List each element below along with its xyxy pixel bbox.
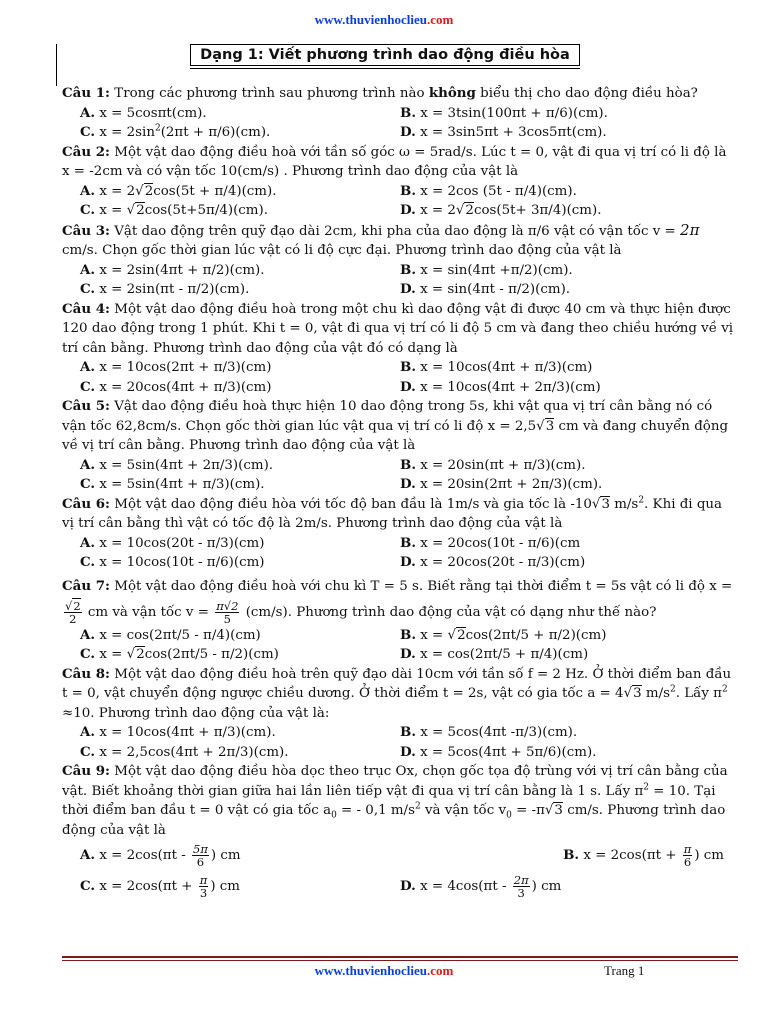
options-9-row1 [62, 840, 738, 871]
option-b[interactable]: B. x = 10cos(4πt + π/3)(cm) [400, 359, 593, 375]
footer-rule-thin [62, 960, 738, 961]
footer-rule [62, 956, 738, 958]
option-d[interactable]: D. x = 4cos(πt - $\frac{2\pi}{3}$ ) cm [400, 873, 562, 900]
options-4 [62, 358, 738, 397]
option-a[interactable]: A. x = cos(2πt/5 - π/4)(cm) [80, 626, 261, 643]
option-a[interactable]: A. x = 10cos(2πt + π/3)(cm) [80, 359, 272, 375]
option-c[interactable]: C. $x = 2\sin^2(2\pi t + \pi/6)(cm)$. [80, 123, 271, 140]
options-5 [62, 456, 738, 495]
options-2 [62, 182, 738, 221]
question-1 [62, 84, 738, 104]
question-2 [62, 143, 738, 182]
option-a[interactable]: A. x = 10cos(20t - π/3)(cm) [80, 534, 265, 551]
question-list [62, 84, 738, 902]
margin-line [56, 44, 57, 86]
option-a[interactable]: A. x = 2cos(πt - $\frac{5\pi}{6}$ ) cm [80, 842, 241, 869]
option-b[interactable]: B. x = 20sin(πt + π/3)(cm). [400, 456, 586, 473]
option-b[interactable]: B. x = √2cos(2πt/5 + π/2)(cm) [400, 626, 607, 643]
option-c[interactable]: C. x = 2sin(πt - π/2)(cm). [80, 281, 250, 297]
emphasis: không [428, 85, 476, 101]
question-7: Câu 7: Một vật dao động điều hoà với chu kì T = 5 s. Biết rằng tại thời điểm t = 5s vật có li độ x = $\frac{√2}{2}$ cm và vận tốc v = $\frac{\pi√2}{5}$ (cm/s). Phương trình dao động của vật có dạng như thế nào? [62, 577, 733, 626]
question-text: biểu thị cho dao động điều hòa? [475, 86, 698, 101]
question-6: Câu 6: Một vật dao động điều hòa với tốc độ ban đầu là 1m/s và gia tốc là -10√3 $m/s^2$. Khi đi qua vị trí cân bằng thì vật có tốc độ là 2m/s. Phương trình dao động của vật là [62, 495, 723, 531]
question-3: Câu 3: Vật dao động trên quỹ đạo dài 2cm, khi pha của dao động là π/6 vật có vận tốc v = 2π cm/s. Chọn gốc thời gian lúc vật có li độ cực đại. Phương trình dao động của vật là [62, 220, 700, 258]
option-d[interactable]: D. x = cos(2πt/5 + π/4)(cm) [400, 646, 589, 662]
option-a[interactable]: A. x = 5cosπt(cm). [80, 104, 207, 121]
question-9: Câu 9: Một vật dao động điều hòa dọc theo trục Ox, chọn gốc tọa độ trùng với vị trí cân bằng của vật. Biết khoảng thời gian giữa hai lần liên tiếp vật đi qua vị trí cân bằng là 1 s. Lấy $\pi^2 = 10$. Tại thời điểm ban đầu t = 0 vật có gia tốc $a_0$ = - 0,1 $m/s^2$ và vận tốc $v_0 = -\pi√3$ cm/s. Phương trình dao động của vật là [62, 763, 728, 838]
option-c[interactable]: C. x = √2cos(5t+5π/4)(cm). [80, 202, 268, 218]
option-d[interactable]: D. x = 20cos(20t - π/3)(cm) [400, 554, 586, 570]
option-d[interactable]: D. x = 20sin(2πt + 2π/3)(cm). [400, 476, 603, 492]
option-b[interactable]: B. x = 3tsin(100πt + π/6)(cm). [400, 104, 608, 121]
option-a[interactable]: A. x = 10cos(4πt + π/3)(cm). [80, 724, 276, 740]
option-a[interactable]: A. x = 2sin(4πt + π/2)(cm). [80, 261, 265, 278]
option-c[interactable]: C. x = 20cos(4πt + π/3)(cm) [80, 378, 272, 395]
page-number: Trang 1 [604, 963, 645, 978]
option-d[interactable]: D. x = sin(4πt - π/2)(cm). [400, 281, 571, 297]
option-d[interactable]: D. x = 3sin5πt + 3cos5πt(cm). [400, 124, 607, 140]
velocity-value: 2π [680, 220, 700, 239]
site-name: www.thuvienhoclieu [314, 12, 427, 27]
fraction-sqrt2-over-2: $\frac{√2}{2}$ [65, 598, 81, 626]
header-site-link[interactable] [0, 12, 768, 28]
option-d[interactable]: D. x = 10cos(4πt + 2π/3)(cm) [400, 378, 601, 395]
option-c[interactable]: C. x = √2cos(2πt/5 - π/2)(cm) [80, 646, 279, 662]
option-c[interactable]: C. x = 5sin(4πt + π/3)(cm). [80, 476, 265, 492]
option-c[interactable]: C. x = 10cos(10t - π/6)(cm) [80, 554, 265, 570]
question-8: Câu 8: Một vật dao động điều hoà trên quỹ đạo dài 10cm với tần số f = 2 Hz. Ở thời điểm ban đầu t = 0, vật chuyển động ngược chiều dương. Ở thời điểm t = 2s, vật có gia tốc a = 4√3 $m/s^2$. Lấy $\pi^2 \approx 10$. Phương trình dao động của vật là: [62, 665, 732, 721]
option-c[interactable]: C. x = 2cos(πt + $\frac{\pi}{3}$ ) cm [80, 873, 240, 900]
option-b[interactable]: B. x = 5cos(4πt -π/3)(cm). [400, 724, 578, 740]
title-underline [190, 68, 580, 69]
options-6 [62, 534, 738, 573]
question-5: Câu 5: Vật dao động điều hoà thực hiện 10 dao động trong 5s, khi vật qua vị trí cân bằng nó có vận tốc 62,8cm/s. Chọn gốc thời gian lúc vật qua vị trí có li độ x = 2,5√3 cm và đang chuyển động về vị trí cân bằng. Phương trình dao động của vật là [62, 398, 729, 453]
options-3 [62, 261, 738, 300]
site-name: www.thuvienhoclieu [314, 963, 427, 978]
site-tld: .com [426, 12, 454, 27]
option-a[interactable]: A. x = 5sin(4πt + 2π/3)(cm). [80, 456, 274, 473]
footer-site-link[interactable] [0, 963, 768, 979]
question-label: Câu 2: [62, 143, 110, 160]
page-title: Dạng 1: Viết phương trình dao động điều hòa [190, 44, 580, 66]
option-a[interactable]: A. x = 2√2cos(5t + π/4)(cm). [80, 182, 277, 199]
option-d[interactable]: D. x = 2√2cos(5t+ 3π/4)(cm). [400, 202, 602, 218]
options-8 [62, 723, 738, 762]
site-tld: .com [426, 963, 454, 978]
question-label: Câu 1: [62, 85, 110, 101]
options-9-row2 [62, 871, 738, 902]
options-1 [62, 104, 738, 143]
option-b[interactable]: B. x = 2cos (5t - π/4)(cm). [400, 182, 577, 199]
option-b[interactable]: B. x = sin(4πt +π/2)(cm). [400, 261, 573, 278]
option-c[interactable]: C. x = 2,5cos(4πt + 2π/3)(cm). [80, 743, 289, 760]
option-d[interactable]: D. x = 5cos(4πt + 5π/6)(cm). [400, 743, 597, 760]
option-b[interactable]: B. x = 20cos(10t - π/6)(cm [400, 534, 581, 551]
question-text: Một vật dao động điều hoà với tần số góc ω = 5rad/s. Lúc t = 0, vật đi qua vị trí có li độ là x = -2cm và có vận tốc 10(cm/s) . Phương trình dao động của vật là [62, 144, 727, 179]
fraction-pi-sqrt2-over-5: $\frac{\pi√2}{5}$ [216, 598, 239, 626]
question-text: Trong các phương trình sau phương trình nào [110, 86, 429, 101]
question-4: Câu 4: Một vật dao động điều hoà trong một chu kì dao động vật đi được 40 cm và thực hiện được 120 dao động trong 1 phút. Khi t = 0, vật đi qua vị trí có li độ 5 cm và đang theo chiều hướng về vị trí cân bằng. Phương trình dao động của vật đó có dạng là [62, 300, 734, 356]
option-b[interactable]: B. x = 2cos(πt + $\frac{\pi}{6}$ ) cm [563, 842, 724, 869]
options-7 [62, 626, 738, 665]
